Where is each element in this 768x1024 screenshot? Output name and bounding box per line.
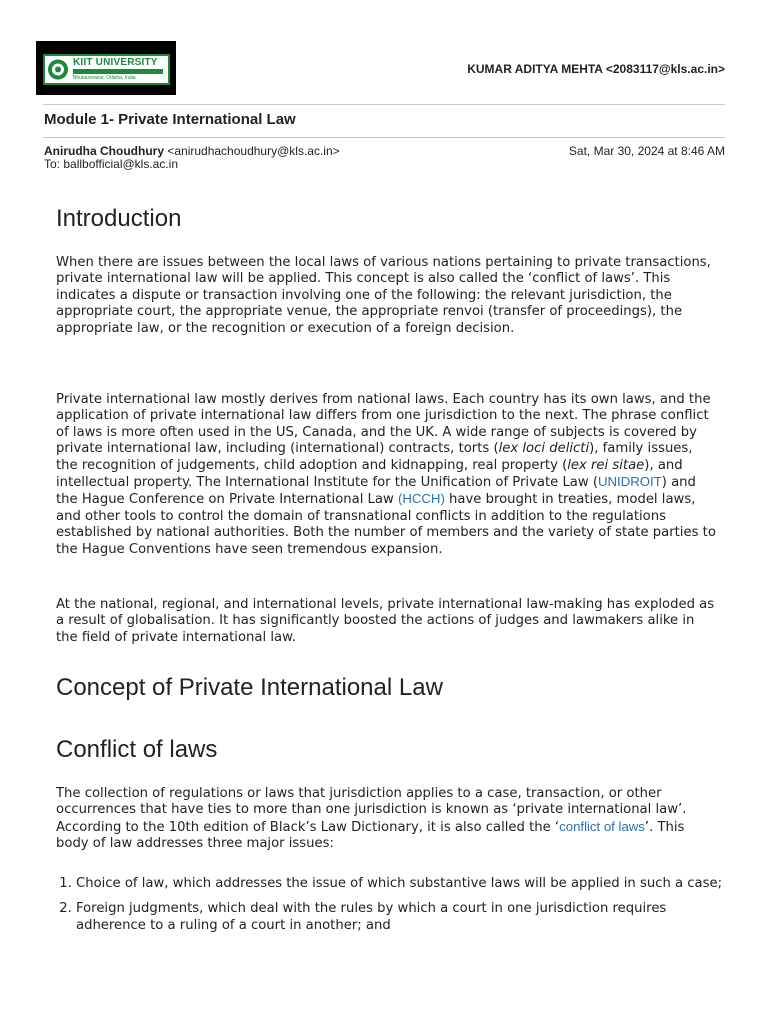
heading-conflict-of-laws: Conflict of laws	[56, 736, 218, 763]
email-subject: Module 1- Private International Law	[44, 111, 296, 128]
university-logo	[36, 41, 176, 95]
heading-concept: Concept of Private International Law	[56, 674, 443, 701]
logo-university-name: KIIT UNIVERSITY	[73, 57, 158, 68]
divider-top	[43, 104, 725, 105]
email-date: Sat, Mar 30, 2024 at 8:46 AM	[568, 144, 725, 158]
paragraph-sources: Private international law mostly derives from national laws. Each country has its own laws, and the application of private international law differs from one jurisdiction to the next. The phrase conflict of laws is more often used in the US, Canada, and the UK. A wide range of subjects is covered by private international law, including (international) contracts, torts (lex loci delicti), family issues, the recognition of judgements, child adoption and kidnapping, real property (lex rei sitae), and intellectual property. The International Institute for the Unification of Private Law (UNIDROIT) and the Hague Conference on Private International Law (HCCH) have brought in treaties, model laws, and other tools to control the domain of transnational conflicts in addition to the regulations established by national authorities. Both the number of members and the variety of state parties to the Hague Conventions have seen tremendous expansion.	[56, 392, 716, 557]
list-item: 1. Choice of law, which addresses the issue of which substantive laws will be applied in such a case;	[76, 876, 736, 892]
paragraph-definition: The collection of regulations or laws that jurisdiction applies to a case, transaction, or other occurrences that have ties to more than one jurisdiction is known as ‘private international law’. According to the 10th edition of Black’s Law Dictionary, it is also called the ‘conflict of laws’. This body of law addresses three major issues:	[56, 786, 687, 852]
logo-location: Bhubaneswar, Odisha, India	[73, 75, 136, 81]
divider-subject	[43, 137, 725, 138]
term-lex-loci-delicti: lex loci delicti	[498, 441, 590, 457]
paragraph-intro: When there are issues between the local laws of various nations pertaining to private transactions, private international law will be applied. This concept is also called the ‘conflict of laws’. This indicates a dispute or transaction involving one of the following: the relevant jurisdiction, the appropriate court, the appropriate venue, the appropriate renvoi (transfer of proceedings), the appropriate law, or the recognition or execution of a foreign decision.	[56, 255, 711, 336]
conflict-of-laws-link[interactable]: conflict of laws	[559, 818, 645, 834]
logo-band	[73, 69, 163, 74]
hcch-link[interactable]: (HCCH)	[397, 491, 445, 507]
sender-name: Anirudha Choudhury	[44, 144, 164, 158]
term-lex-rei-sitae: lex rei sitae	[567, 457, 645, 473]
heading-introduction: Introduction	[56, 205, 182, 232]
sender-email[interactable]: <anirudhachoudhury@kls.ac.in>	[167, 144, 340, 158]
sender-line	[44, 144, 340, 158]
paragraph-globalisation: At the national, regional, and international levels, private international law-making has exploded as a result of globalisation. It has significantly boosted the actions of judges and lawmakers alike in the field of private international law.	[56, 597, 715, 645]
university-emblem-icon	[47, 58, 69, 81]
account-name: KUMAR ADITYA MEHTA <2083117@kls.ac.in>	[467, 62, 725, 76]
issues-list	[56, 876, 736, 943]
list-item: 2. Foreign judgments, which deal with the rules by which a court in one jurisdiction requires adherence to a ruling of a court in another; and	[76, 901, 736, 934]
email-recipient: To: ballbofficial@kls.ac.in	[44, 157, 179, 171]
logo-panel	[43, 54, 170, 85]
unidroit-link[interactable]: UNIDROIT	[598, 474, 662, 490]
